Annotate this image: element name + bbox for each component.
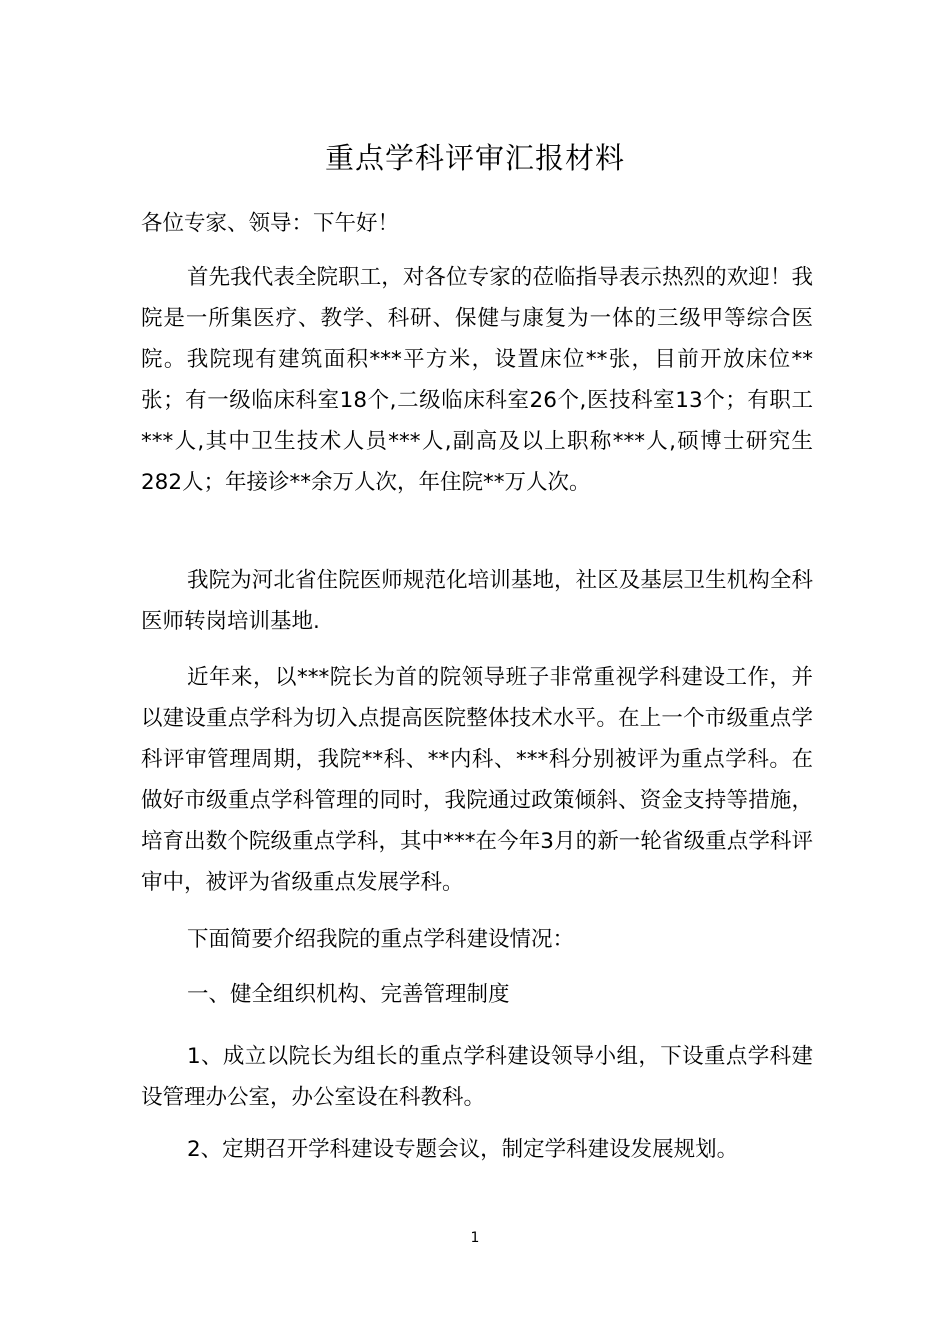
paragraph-intro: 首先我代表全院职工，对各位专家的莅临指导表示热烈的欢迎！我院是一所集医疗、教学、科研、保健与康复为一体的三级甲等综合医院。我院现有建筑面积***平方米，设置床位**张，目前开放床位**张；有一级临床科室18个,二级临床科室26个,医技科室13个；有职工***人,其中卫生技术人员***人,副高及以上职称***人,硕博士研究生282人；年接诊**余万人次，年住院**万人次。 bbox=[141, 265, 813, 495]
greeting: 各位专家、领导：下午好！ bbox=[141, 211, 400, 236]
page-number: 1 bbox=[470, 1230, 480, 1246]
list-item: 1、成立以院长为组长的重点学科建设领导小组，下设重点学科建设管理办公室，办公室设在科教科。 bbox=[141, 1044, 813, 1110]
paragraph-overview: 下面简要介绍我院的重点学科建设情况： bbox=[187, 927, 575, 952]
section-heading: 一、健全组织机构、完善管理制度 bbox=[187, 982, 510, 1007]
paragraph-training-base: 我院为河北省住院医师规范化培训基地，社区及基层卫生机构全科医师转岗培训基地. bbox=[141, 568, 813, 634]
document-title: 重点学科评审汇报材料 bbox=[324, 141, 625, 175]
paragraph-recent-years: 近年来，以***院长为首的院领导班子非常重视学科建设工作，并以建设重点学科为切入点提高医院整体技术水平。在上一个市级重点学科评审管理周期，我院**科、**内科、***科分别被评为重点学科。在做好市级重点学科管理的同时，我院通过政策倾斜、资金支持等措施，培育出数个院级重点学科，其中***在今年3月的新一轮省级重点学科评审中，被评为省级重点发展学科。 bbox=[141, 665, 813, 895]
list-item: 2、定期召开学科建设专题会议，制定学科建设发展规划。 bbox=[187, 1137, 739, 1162]
